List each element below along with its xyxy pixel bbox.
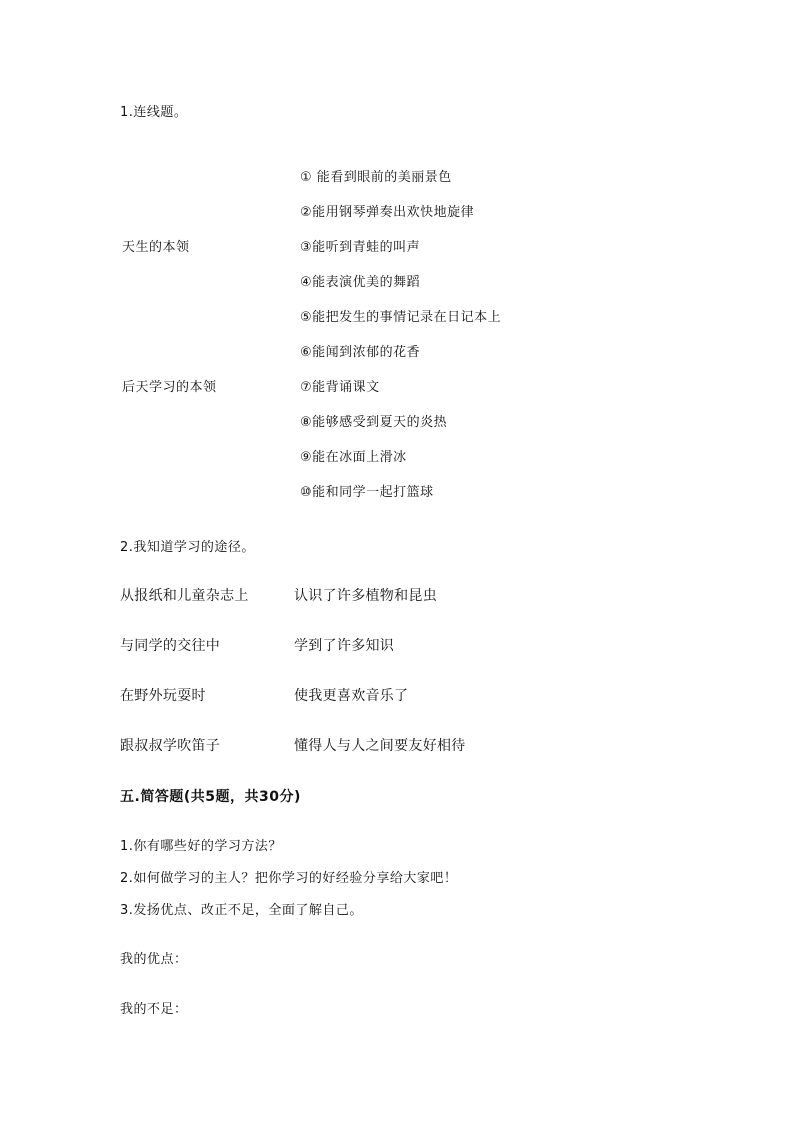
weaknesses-label: 我的不足： [120,1002,188,1017]
q1-right-item: ③能听到青蛙的叫声 [300,240,421,255]
q2-right-item: 懂得人与人之间要友好相待 [294,738,466,754]
q1-right-item: ⑤能把发生的事情记录在日记本上 [300,310,502,325]
q1-right-item: ④能表演优美的舞蹈 [300,275,421,290]
q1-left-item: 天生的本领 [122,240,190,255]
q2-left-item: 在野外玩耍时 [120,688,206,704]
q2-right-item: 使我更喜欢音乐了 [294,688,409,704]
q1-right-item: ⑥能闻到浓郁的花香 [300,345,421,360]
short-answer-question: 3.发扬优点、改正不足，全面了解自己。 [120,903,363,918]
q2-right-item: 认识了许多植物和昆虫 [294,588,437,604]
strengths-label: 我的优点： [120,952,188,967]
q1-title: 1.连线题。 [120,105,188,120]
q2-right-item: 学到了许多知识 [294,638,395,654]
q1-right-item: ① 能看到眼前的美丽景色 [300,170,452,185]
q1-right-item: ⑧能够感受到夏天的炎热 [300,415,448,430]
q1-right-item: ⑨能在冰面上滑冰 [300,450,407,465]
q2-title: 2.我知道学习的途径。 [120,540,255,555]
short-answer-question: 2.如何做学习的主人？把你学习的好经验分享给大家吧！ [120,871,458,886]
q1-right-item: ②能用钢琴弹奏出欢快地旋律 [300,205,475,220]
q1-right-item: ⑦能背诵课文 [300,380,380,395]
q2-left-item: 跟叔叔学吹笛子 [120,738,221,754]
q2-left-item: 从报纸和儿童杂志上 [120,588,249,604]
q1-left-item: 后天学习的本领 [122,380,217,395]
section-title: 五.简答题(共5题，共30分) [120,789,301,805]
q1-right-item: ⑩能和同学一起打篮球 [300,485,434,500]
short-answer-question: 1.你有哪些好的学习方法？ [120,839,282,854]
q2-left-item: 与同学的交往中 [120,638,221,654]
